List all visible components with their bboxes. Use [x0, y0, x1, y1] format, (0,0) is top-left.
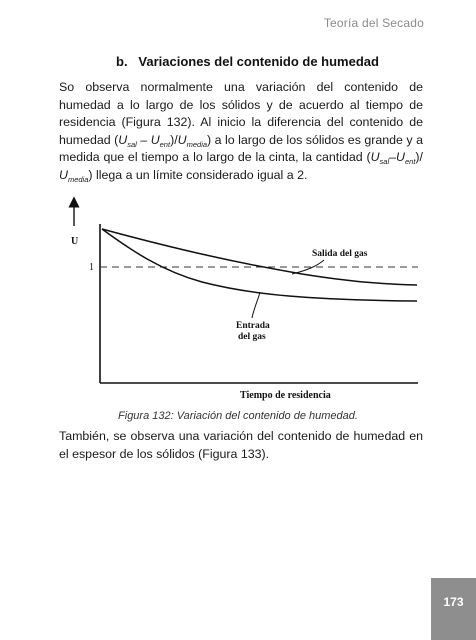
y-axis-label: U [71, 236, 79, 247]
var-u: U [150, 132, 160, 147]
label-gas-inlet-2: del gas [238, 332, 266, 342]
subscript: sal [127, 139, 137, 149]
figure-caption: Figura 132: Variación del contenido de humedad. [118, 410, 358, 422]
label-gas-outlet: Salida del gas [312, 249, 368, 259]
moisture-plot [62, 196, 422, 406]
var-u: U [118, 132, 128, 147]
text-run: – [136, 132, 151, 147]
var-u: U [396, 150, 405, 165]
ref-line-label: 1 [89, 262, 94, 273]
section-title: b. Variaciones del contenido de humedad [116, 54, 379, 69]
text-run: So observa normalmente una variación del contenido de humedad a lo largo de los sólidos y de acuerdo al tiempo de residencia (Figura 132). Al inicio la diferencia del contenido de humedad ( [59, 80, 423, 147]
figure-132 [62, 196, 422, 406]
x-axis-label: Tiempo de residencia [240, 390, 331, 401]
curve-gas-outlet [102, 229, 417, 285]
running-head: Teoría del Secado [323, 16, 424, 30]
subscript: media [67, 174, 89, 184]
var-u: U [370, 150, 380, 165]
text-run: )/ [170, 132, 178, 147]
curve-gas-inlet [102, 229, 417, 301]
subscript: sal [379, 157, 390, 167]
var-u: U [177, 132, 187, 147]
page-number-tab [431, 578, 476, 640]
paragraph-moisture-variation [59, 79, 423, 185]
label-gas-inlet-1: Entrada [236, 321, 270, 331]
text-run: ) a lo largo de los sólidos es grande y a medida que el tiempo a lo largo de la cinta, la cantidad ( [59, 132, 423, 165]
text-run: ) llega a un límite considerado igual a 2. [88, 167, 308, 182]
paragraph-thickness-variation: También, se observa una variación del contenido de humedad en el espesor de los sólidos (Figura 133). [59, 429, 423, 461]
subscript: media [186, 139, 208, 149]
page-number: 173 [443, 595, 464, 609]
text-run: – [389, 150, 397, 165]
pointer-gas-inlet [252, 292, 260, 318]
subscript: ent [159, 139, 171, 149]
subscript: ent [404, 157, 416, 167]
text-run: )/ [415, 150, 423, 165]
var-u: U [59, 167, 68, 182]
